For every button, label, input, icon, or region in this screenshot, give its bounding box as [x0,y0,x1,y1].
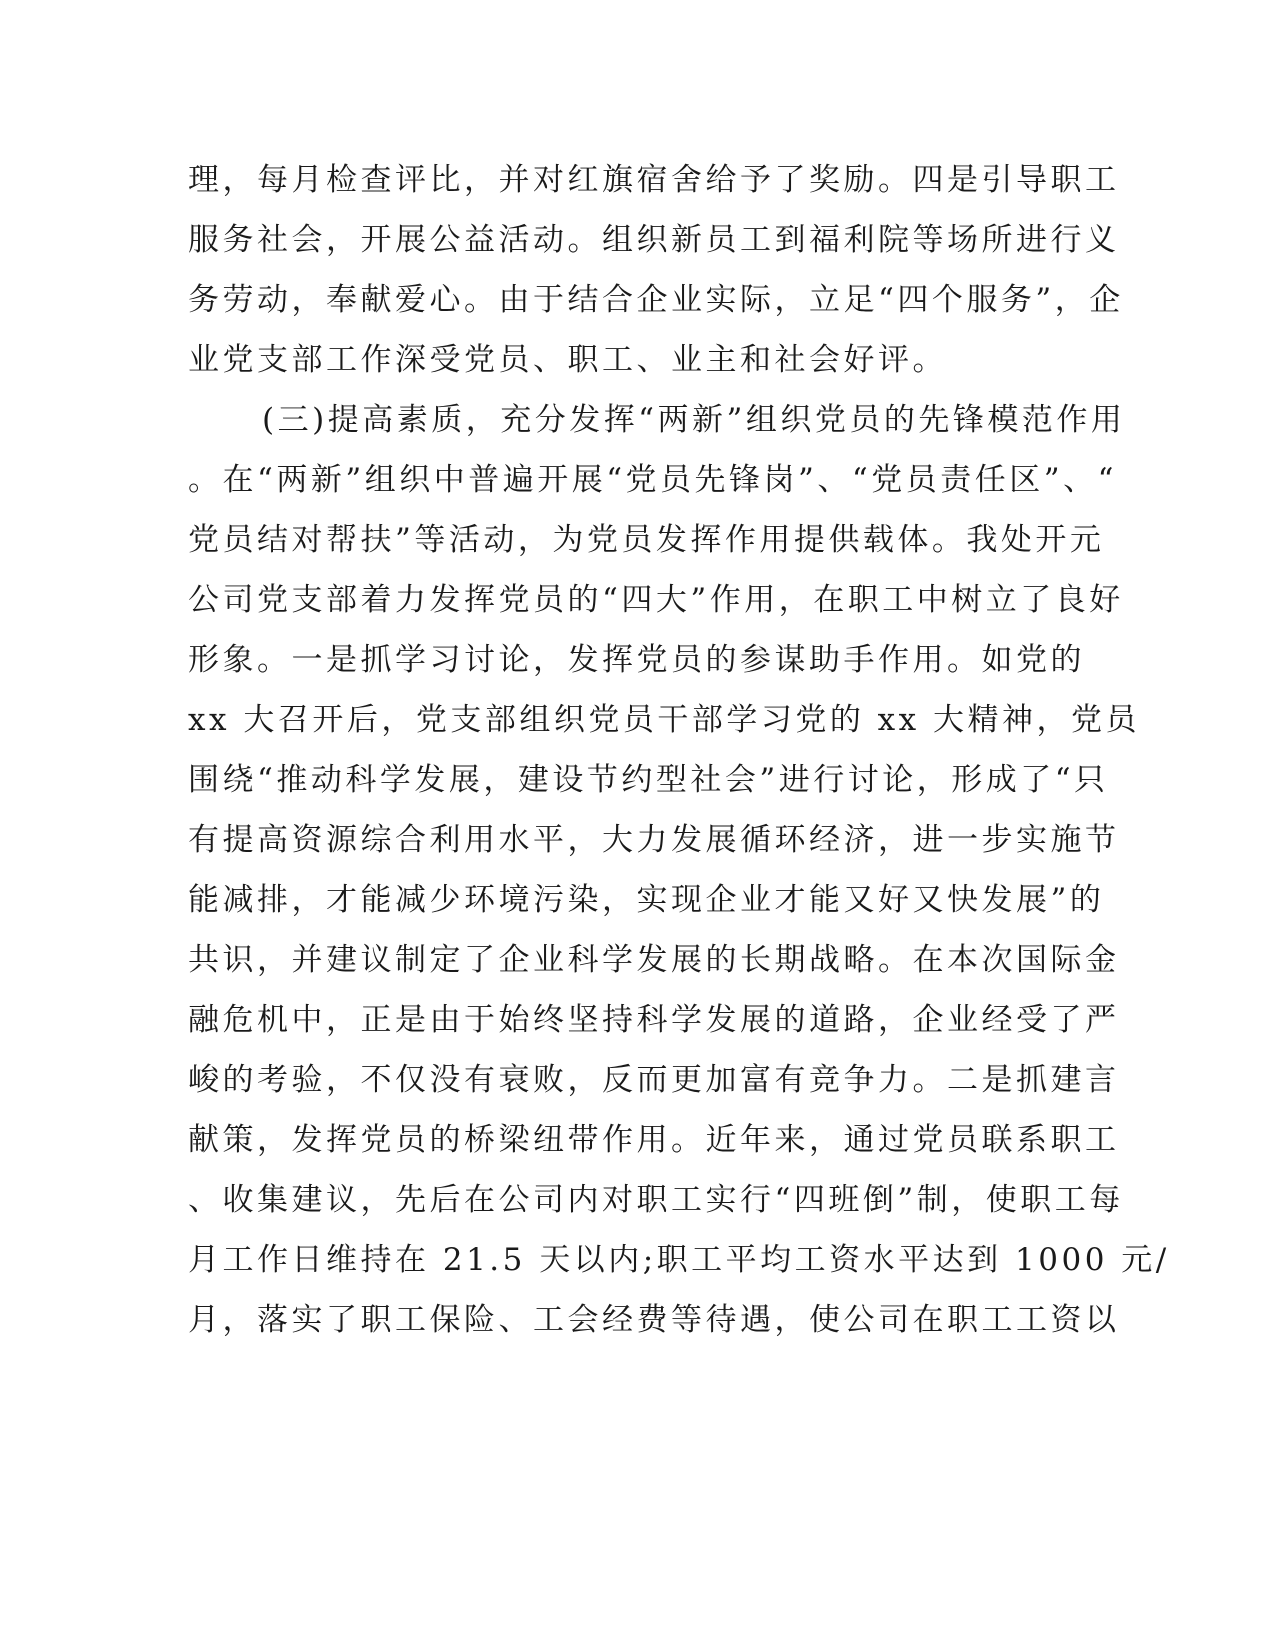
text-line-11: 围绕“推动科学发展，建设节约型社会”进行讨论，形成了“只 [188,762,1109,798]
text-line-4: 业党支部工作深受党员、职工、业主和社会好评。 [188,342,947,378]
text-line-19: 月工作日维持在 21.5 天以内;职工平均工资水平达到 1000 元/ [188,1242,1170,1278]
text-line-2: 服务社会，开展公益活动。组织新员工到福利院等场所进行义 [188,222,1120,258]
text-line-12: 有提高资源综合利用水平，大力发展循环经济，进一步实施节 [188,822,1120,858]
text-line-6: 。在“两新”组织中普遍开展“党员先锋岗”、“党员责任区”、“ [188,462,1117,498]
body-text [188,150,1170,1350]
section-heading-line: (三)提高素质，充分发挥“两新”组织党员的先锋模范作用 [262,402,1126,438]
text-line-20: 月，落实了职工保险、工会经费等待遇，使公司在职工工资以 [188,1302,1120,1338]
text-line-16: 峻的考验，不仅没有衰败，反而更加富有竞争力。二是抓建言 [188,1062,1120,1098]
text-line-18: 、收集建议，先后在公司内对职工实行“四班倒”制，使职工每 [188,1182,1124,1218]
text-line-15: 融危机中，正是由于始终坚持科学发展的道路，企业经受了严 [188,1002,1120,1038]
text-line-13: 能减排，才能减少环境污染，实现企业才能又好又快发展”的 [188,882,1105,918]
text-line-17: 献策，发挥党员的桥梁纽带作用。近年来，通过党员联系职工 [188,1122,1120,1158]
text-line-14: 共识，并建议制定了企业科学发展的长期战略。在本次国际金 [188,942,1120,978]
text-line-1: 理，每月检查评比，并对红旗宿舍给予了奖励。四是引导职工 [188,162,1120,198]
text-line-7: 党员结对帮扶”等活动，为党员发挥作用提供载体。我处开元 [188,522,1105,558]
text-line-10: xx 大召开后，党支部组织党员干部学习党的 xx 大精神，党员 [188,702,1140,738]
text-line-3: 务劳动，奉献爱心。由于结合企业实际，立足“四个服务”，企 [188,282,1124,318]
text-line-9: 形象。一是抓学习讨论，发挥党员的参谋助手作用。如党的 [188,642,1085,678]
text-line-8: 公司党支部着力发挥党员的“四大”作用，在职工中树立了良好 [188,582,1124,618]
